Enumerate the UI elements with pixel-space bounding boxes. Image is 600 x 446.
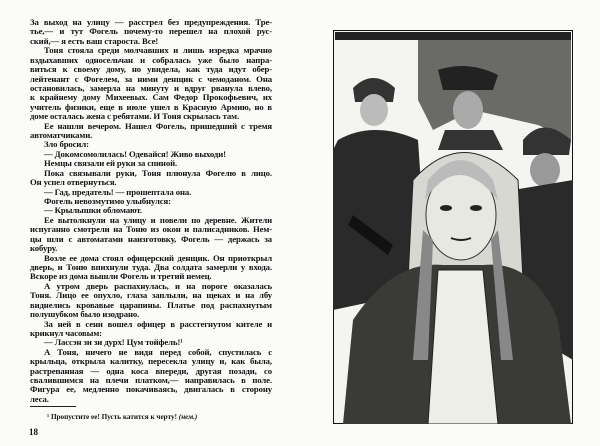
- text-line: испуганно смотрели на Тоню из окон и палисадников. Нем-: [30, 224, 272, 235]
- text-line: крикнул часовым:: [30, 327, 102, 338]
- text-line: крыльца, открыла калитку, пересекла улицу и, как была,: [30, 356, 272, 367]
- footnote-language-note: (нем.): [178, 413, 198, 421]
- text-line: растрепанная — одна коса впереди, другая позади, со: [30, 365, 272, 376]
- page-number: 18: [29, 427, 38, 437]
- text-line: цы шли с автоматами наизготовку, Фогель — держась за: [30, 233, 272, 244]
- text-line: виться к своему дому, но увидела, как туда идут обер-: [30, 64, 272, 75]
- text-line: А утром дверь распахнулась, и на пороге оказалась: [44, 280, 272, 291]
- text-line: доме осталась жена с ребятами. И Тоня скрылась там.: [30, 111, 240, 122]
- wall-beam: [335, 32, 571, 40]
- text-line: Фигура ее, медленно покачиваясь, двигалась в сторону: [30, 384, 272, 395]
- text-line: свалившимся на плечи платком,— направилась в поле.: [30, 375, 272, 386]
- footnote-text: ¹ Пропустите ее! Пусть катится к черту!: [47, 413, 177, 421]
- footnote: [47, 413, 197, 421]
- text-line: леса.: [30, 393, 49, 404]
- text-line: дверь, и Тоню впихнули туда. Два солдата замерли у входа.: [30, 261, 272, 272]
- text-line: Пока связывали руки, Тоня плюнула Фогелю в лицо.: [44, 167, 272, 178]
- text-line: остановилась, замерла на минуту и вдруг рванула влево,: [30, 82, 272, 93]
- text-line: Ее нашли вечером. Нашел Фогель, пришедший с тремя: [44, 120, 272, 131]
- text-line: Вскоре из дома вышли Фогель и третий немец.: [30, 271, 212, 282]
- text-line: — Крылышки обломают.: [44, 205, 142, 216]
- text-line: Тоня. Лицо ее опухло, глаза заплыли, на щеках и на лбу: [30, 290, 272, 301]
- text-line: — Гад, предатель! — прошептала она.: [44, 186, 192, 197]
- text-line: — Лассэн зи зи дурх! Цум тойфель!¹: [44, 337, 183, 348]
- text-line: лейтенант с Фогелем, за ними денщик с чемоданом. Она: [30, 73, 272, 84]
- text-line: к крайнему дому Михеевых. Сам Федор Прокофьевич, их: [30, 92, 272, 103]
- text-line: Немцы связали ей руки за спиной.: [44, 158, 178, 169]
- text-line: За ней в сени вошел офицер в расстегнутом кителе и: [44, 318, 272, 329]
- text-line: ский,— я есть ваш староста. Все!: [30, 35, 159, 46]
- text-line: — Докомсомолилась! Одевайся! Живо выходи!: [44, 148, 226, 159]
- body-text: [30, 18, 272, 404]
- text-line: учитель физики, еще в июле ушел в Красную Армию, но в: [30, 101, 272, 112]
- text-line: Тоня стояла среди молчавших и лишь изредка мрачно: [44, 45, 272, 56]
- footnote-rule: [30, 406, 76, 407]
- text-line: виднелись кровавые царапины. Платье под распахнутым: [30, 299, 272, 310]
- text-line: полушубком было изодрано.: [30, 309, 140, 320]
- text-line: За выход на улицу — расстрел без предупреждения. Тре-: [30, 17, 272, 27]
- text-line: автоматчиками.: [30, 130, 93, 141]
- text-line: вздыхавших односельчан и собралась уже было напра-: [30, 54, 272, 65]
- illustration: [333, 30, 573, 424]
- text-line: Ее вытолкнули на улицу и повели по деревне. Жители: [44, 214, 272, 225]
- text-line: тье,— и тут Фогель почему-то перешел на плохой рус-: [30, 26, 272, 37]
- text-line: Возле ее дома стоял офицерский денщик. Он приоткрыл: [44, 252, 272, 263]
- text-line: А Тоня, ничего не видя перед собой, спустилась с: [44, 346, 272, 357]
- text-line: Фогель невозмутимо улыбнулся:: [44, 196, 171, 207]
- text-line: Он успел отвернуться.: [30, 177, 117, 188]
- text-line: кобуру.: [30, 243, 58, 254]
- text-line: Зло бросил:: [44, 139, 89, 150]
